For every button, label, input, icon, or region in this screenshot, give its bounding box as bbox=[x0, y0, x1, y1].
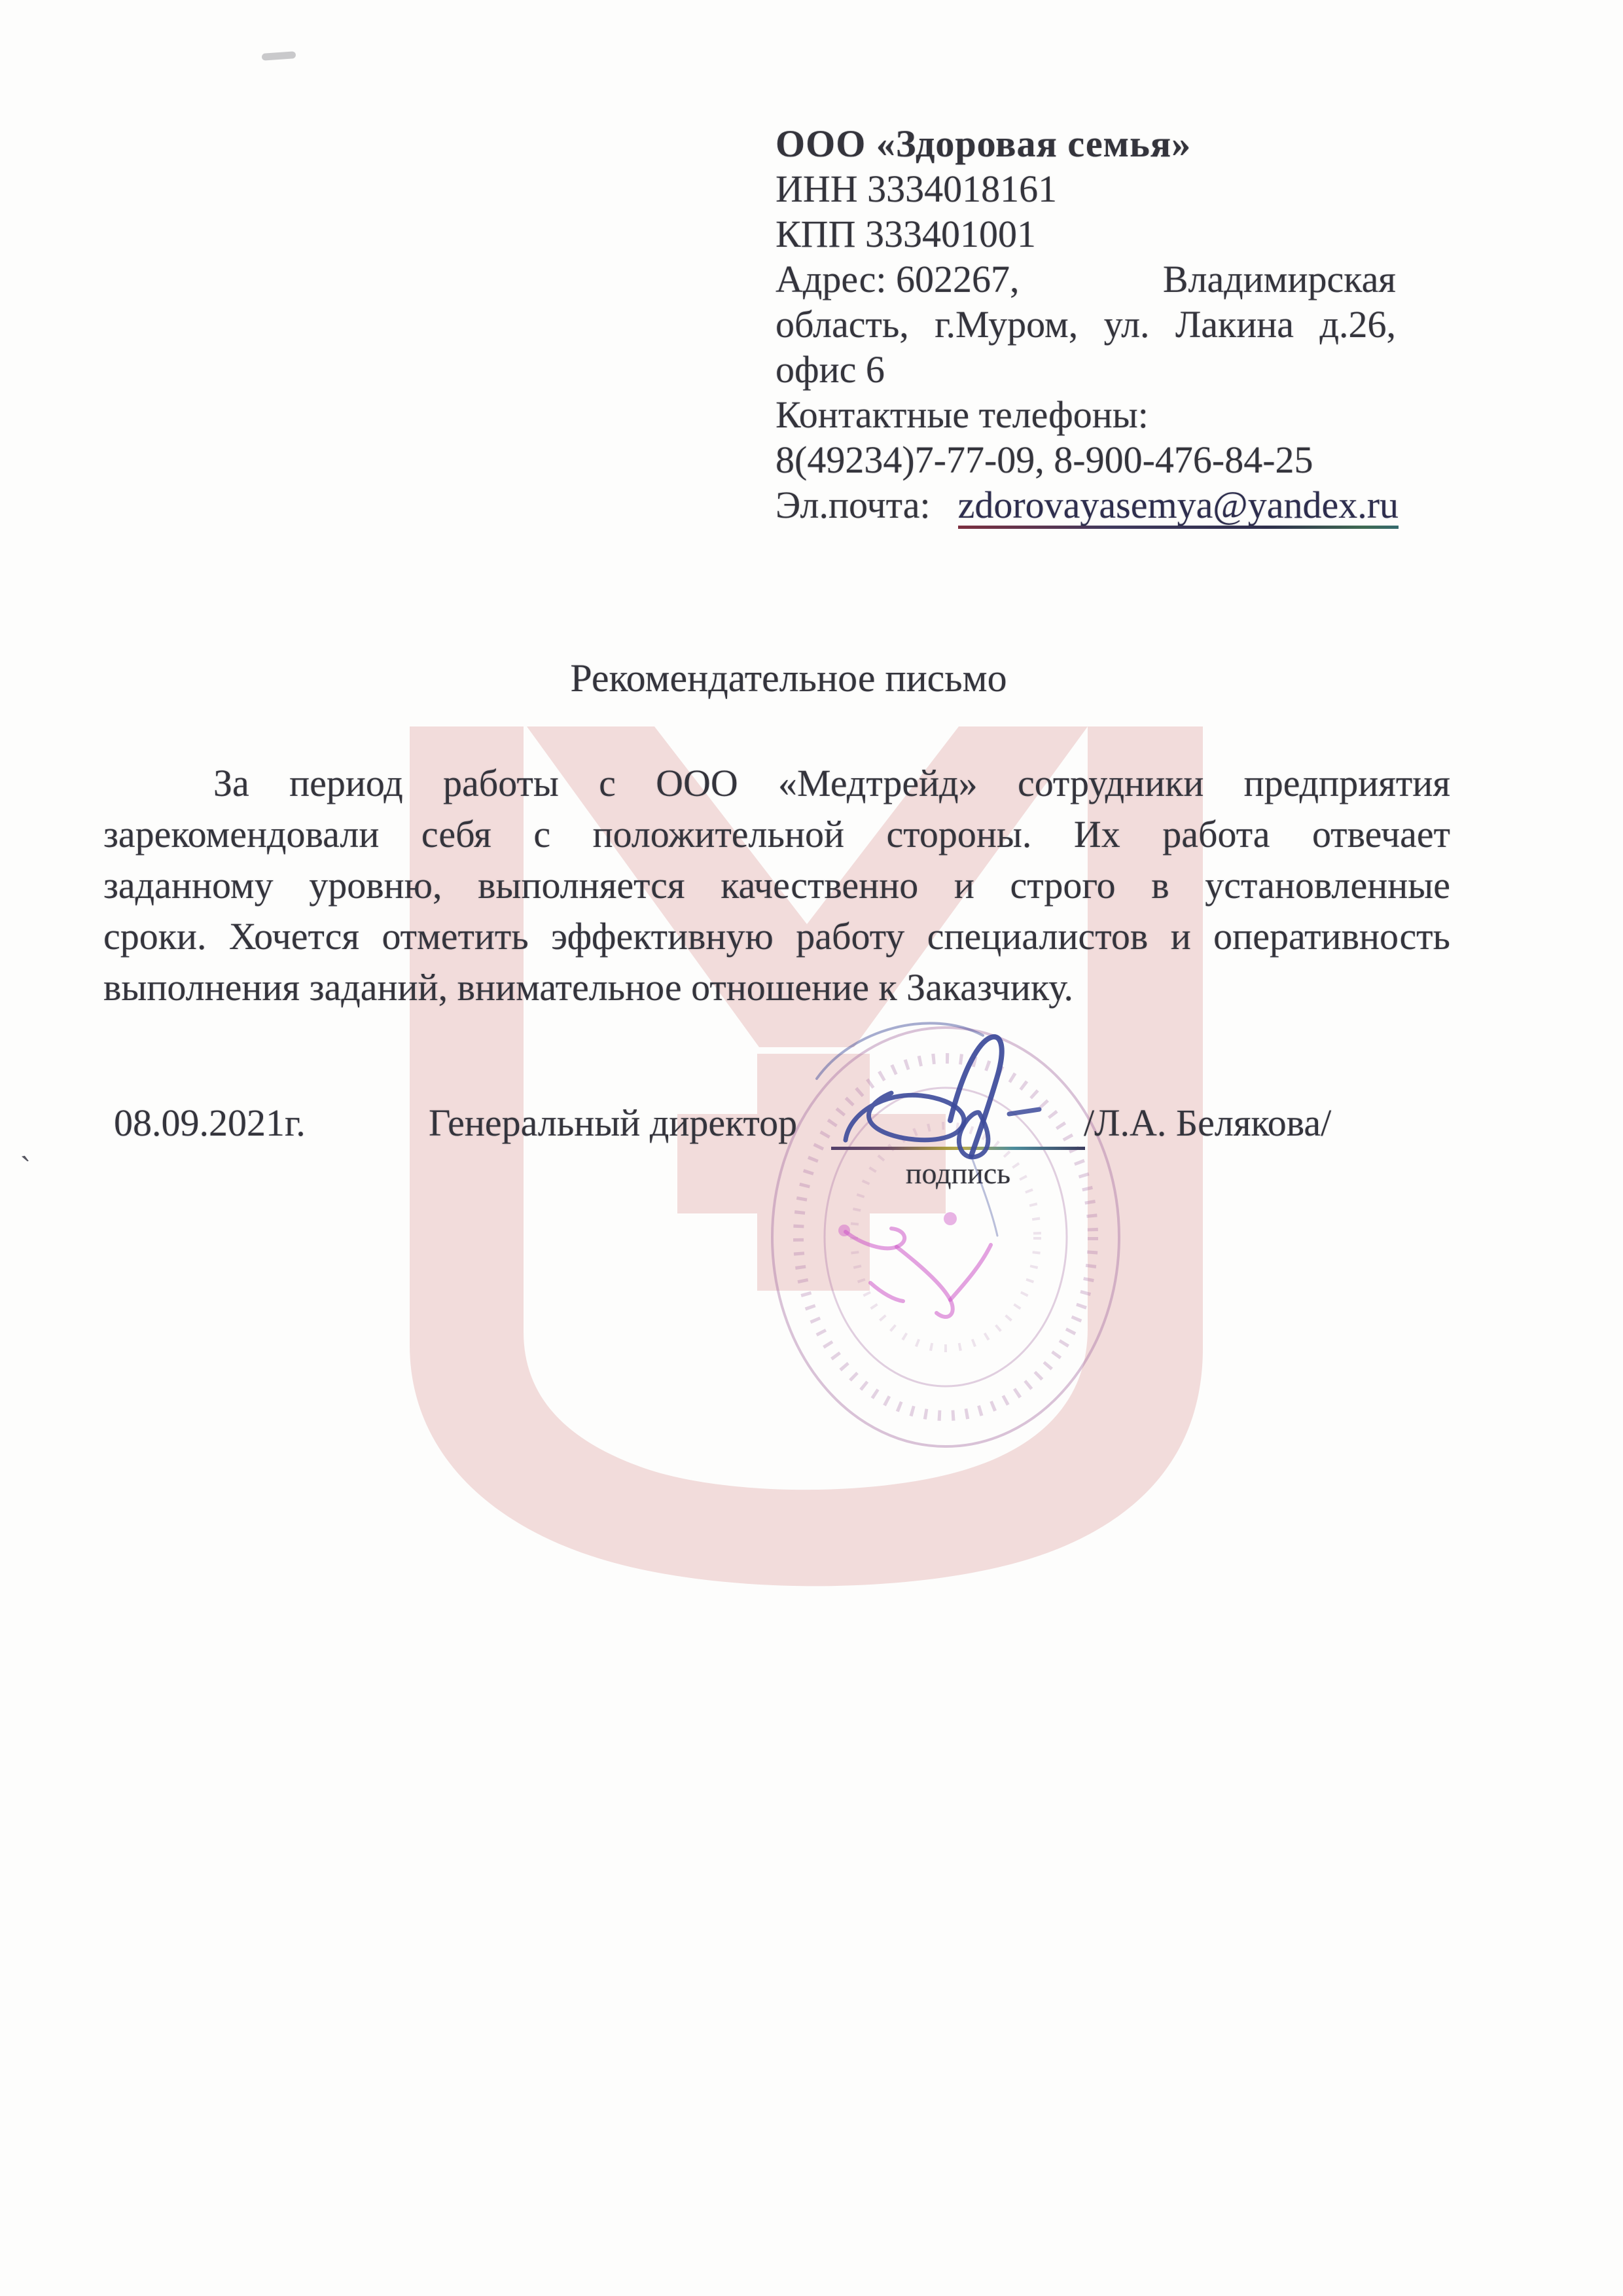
company-name: ООО «Здоровая семья» bbox=[776, 122, 1192, 165]
director-name: /Л.А. Белякова/ bbox=[1084, 1102, 1332, 1144]
address-line-2: область, г.Муром, ул. Лакина д.26, bbox=[776, 303, 1396, 346]
kpp-line: КПП 333401001 bbox=[776, 213, 1036, 255]
body-line: выполнения заданий, внимательное отношение к Заказчику. bbox=[103, 966, 1074, 1009]
address-line-3: офис 6 bbox=[776, 348, 885, 391]
phones-numbers: 8(49234)7-77-09, 8-900-476-84-25 bbox=[776, 439, 1313, 481]
body-line: заданному уровню, выполняется качественно и строго в установленные bbox=[103, 864, 1450, 906]
letter-date: 08.09.2021г. bbox=[114, 1102, 306, 1144]
address-region: Владимирская bbox=[1162, 258, 1396, 300]
body-line: зарекомендовали себя с положительной стороны. Их работа отвечает bbox=[103, 813, 1450, 855]
inn-line: ИНН 3334018161 bbox=[776, 168, 1058, 210]
body-line: сроки. Хочется отметить эффективную работу специалистов и оперативность bbox=[103, 915, 1450, 958]
body-line: За период работы с ООО «Медтрейд» сотрудники предприятия bbox=[213, 762, 1450, 804]
email-link[interactable]: zdorovayasemya@yandex.ru bbox=[958, 484, 1399, 529]
director-role-label: Генеральный директор bbox=[429, 1102, 798, 1144]
address-zip: Адрес: 602267, bbox=[776, 258, 1020, 300]
letter-title: Рекомендательное письмо bbox=[570, 656, 1007, 700]
phones-label: Контактные телефоны: bbox=[776, 393, 1149, 436]
signature-caption: подпись bbox=[905, 1157, 1011, 1190]
email-label: Эл.почта: bbox=[776, 484, 931, 526]
scan-tick-artifact: ‵ bbox=[20, 1149, 35, 1187]
